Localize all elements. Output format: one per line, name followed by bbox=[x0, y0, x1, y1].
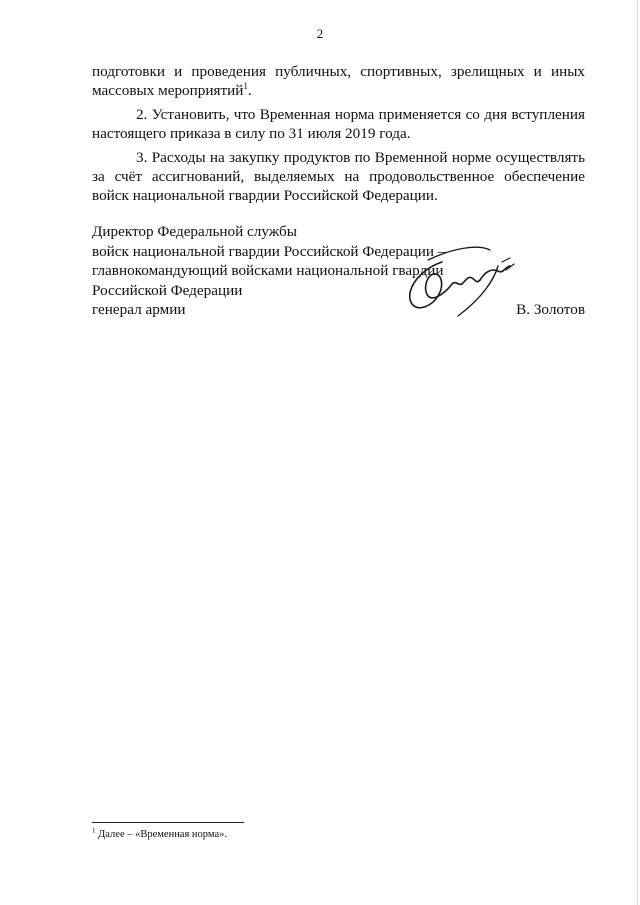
signatory-title-line-3: главнокомандующий войсками национальной гвардии bbox=[92, 262, 444, 279]
footnote-separator bbox=[92, 822, 244, 823]
paragraph-1-end: . bbox=[247, 82, 252, 99]
signatory-rank: генерал армии bbox=[92, 301, 186, 318]
footnote bbox=[92, 826, 227, 840]
paragraph-3: 3. Расходы на закупку продуктов по Временной норме осуществлять за счёт ассигнований, выделяемых на продовольственное обеспечение войск национальной гвардии Российской Федерации. bbox=[92, 149, 585, 204]
signatory-title-line-2: войск национальной гвардии Российской Федерации – bbox=[92, 242, 446, 260]
signatory-title-line-4: Российской Федерации bbox=[92, 281, 243, 299]
footnote-reference: 1 bbox=[243, 80, 248, 91]
scan-edge bbox=[637, 0, 638, 905]
footnote-text: Далее – «Временная норма». bbox=[95, 829, 227, 840]
page-number: 2 bbox=[316, 26, 324, 41]
footnote-marker: 1 bbox=[92, 826, 96, 835]
paragraph-1-text: подготовки и проведения публичных, спортивных, зрелищных и иных массовых мероприятий bbox=[92, 63, 585, 99]
signatory-title-line-1: Директор Федеральной службы bbox=[92, 223, 297, 240]
paragraph-2: 2. Установить, что Временная норма применяется со дня вступления настоящего приказа в силу по 31 июля 2019 года. bbox=[92, 106, 585, 142]
paragraph-1-continuation bbox=[92, 62, 585, 100]
document-body bbox=[92, 62, 585, 210]
signatory-name: В. Золотов bbox=[516, 301, 585, 318]
handwritten-signature bbox=[398, 240, 528, 320]
